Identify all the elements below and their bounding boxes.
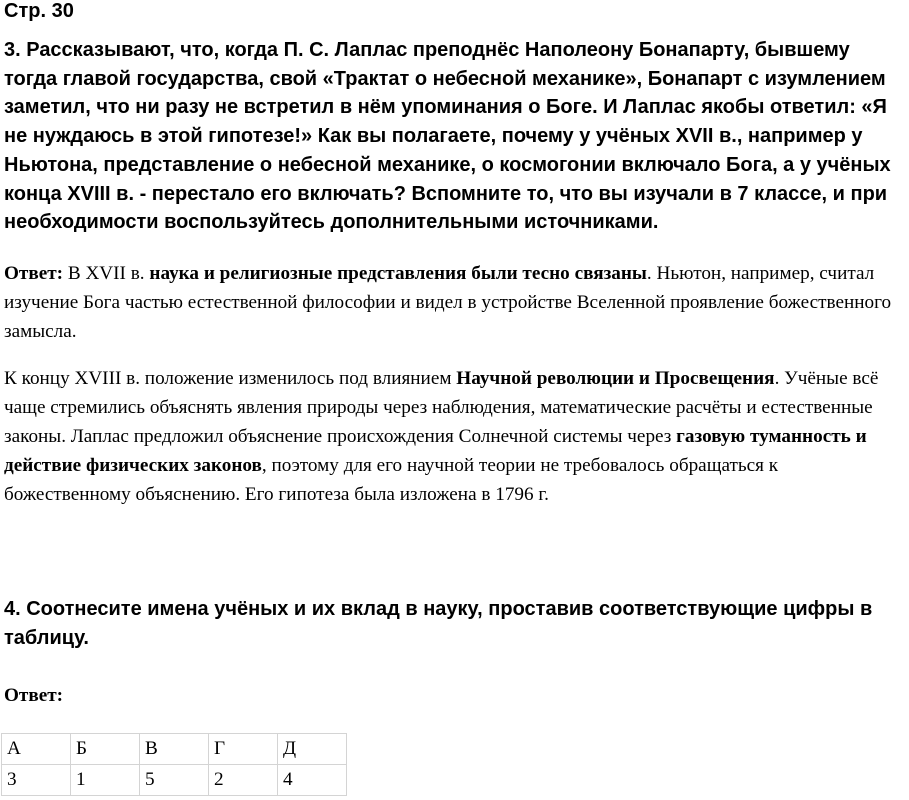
table-cell: 4 <box>278 765 347 796</box>
answer-4-label: Ответ: <box>4 685 64 706</box>
answer-emphasis: Научной революции и Просвещения <box>456 368 775 389</box>
answer-text: К концу XVIII в. положение изменилось под влиянием <box>4 368 457 389</box>
table-header-cell: Б <box>71 734 140 765</box>
question-4-text: 4. Соотнесите имена учёных и их вклад в науку, проставив соответствующие цифры в таблицу. <box>4 598 873 649</box>
answer-3-paragraph-1 <box>4 259 904 346</box>
answer-emphasis: наука и религиозные представления были тесно связаны <box>149 263 647 284</box>
table-cell: 2 <box>209 765 278 796</box>
answer-text: В XVII в. <box>63 263 150 284</box>
table-cell: 3 <box>2 765 71 796</box>
table-header-cell: А <box>2 734 71 765</box>
answer-table <box>1 733 347 796</box>
page-number-label: Стр. 30 <box>4 0 74 22</box>
table-cell: 1 <box>71 765 140 796</box>
answer-text: . Ньютон, например, считал изучение Бога частью естественной философии и видел в устройстве Вселенной проявление божественного замысла. <box>4 263 892 342</box>
answer-text: , поэтому для его научной теории не требовалось обращаться к божественному объяснению. Его гипотеза была изложена в 1796 г. <box>4 455 779 505</box>
answer-label: Ответ: <box>4 263 64 284</box>
table-header-cell: Д <box>278 734 347 765</box>
table-cell: 5 <box>140 765 209 796</box>
table-header-cell: Г <box>209 734 278 765</box>
answer-text: . Учёные всё чаще стремились объяснять явления природы через наблюдения, математические расчёты и естественные законы. Лаплас предложил объяснение происхождения Солнечной системы через <box>4 368 879 447</box>
table-row <box>2 765 347 796</box>
table-header-cell: В <box>140 734 209 765</box>
answer-emphasis: газовую туманность и действие физических законов <box>4 426 867 476</box>
answer-3-paragraph-2 <box>4 364 909 509</box>
question-3-text: 3. Рассказывают, что, когда П. С. Лаплас преподнёс Наполеону Бонапарту, бывшему тогда главой государства, свой «Трактат о небесной механике», Бонапарт с изумлением заметил, что ни разу не встретил в нём упоминания о Боге. И Лаплас якобы ответил: «Я не нуждаюсь в этой гипотезе!» Как вы полагаете, почему у учёных XVII в., например у Ньютона, представление о небесной механике, о космогонии включало Бога, а у учёных конца XVIII в. - перестало его включать? Вспомните то, что вы изучали в 7 классе, и при необходимости воспользуйтесь дополнительными источниками. <box>4 39 891 234</box>
table-header-row <box>2 734 347 765</box>
